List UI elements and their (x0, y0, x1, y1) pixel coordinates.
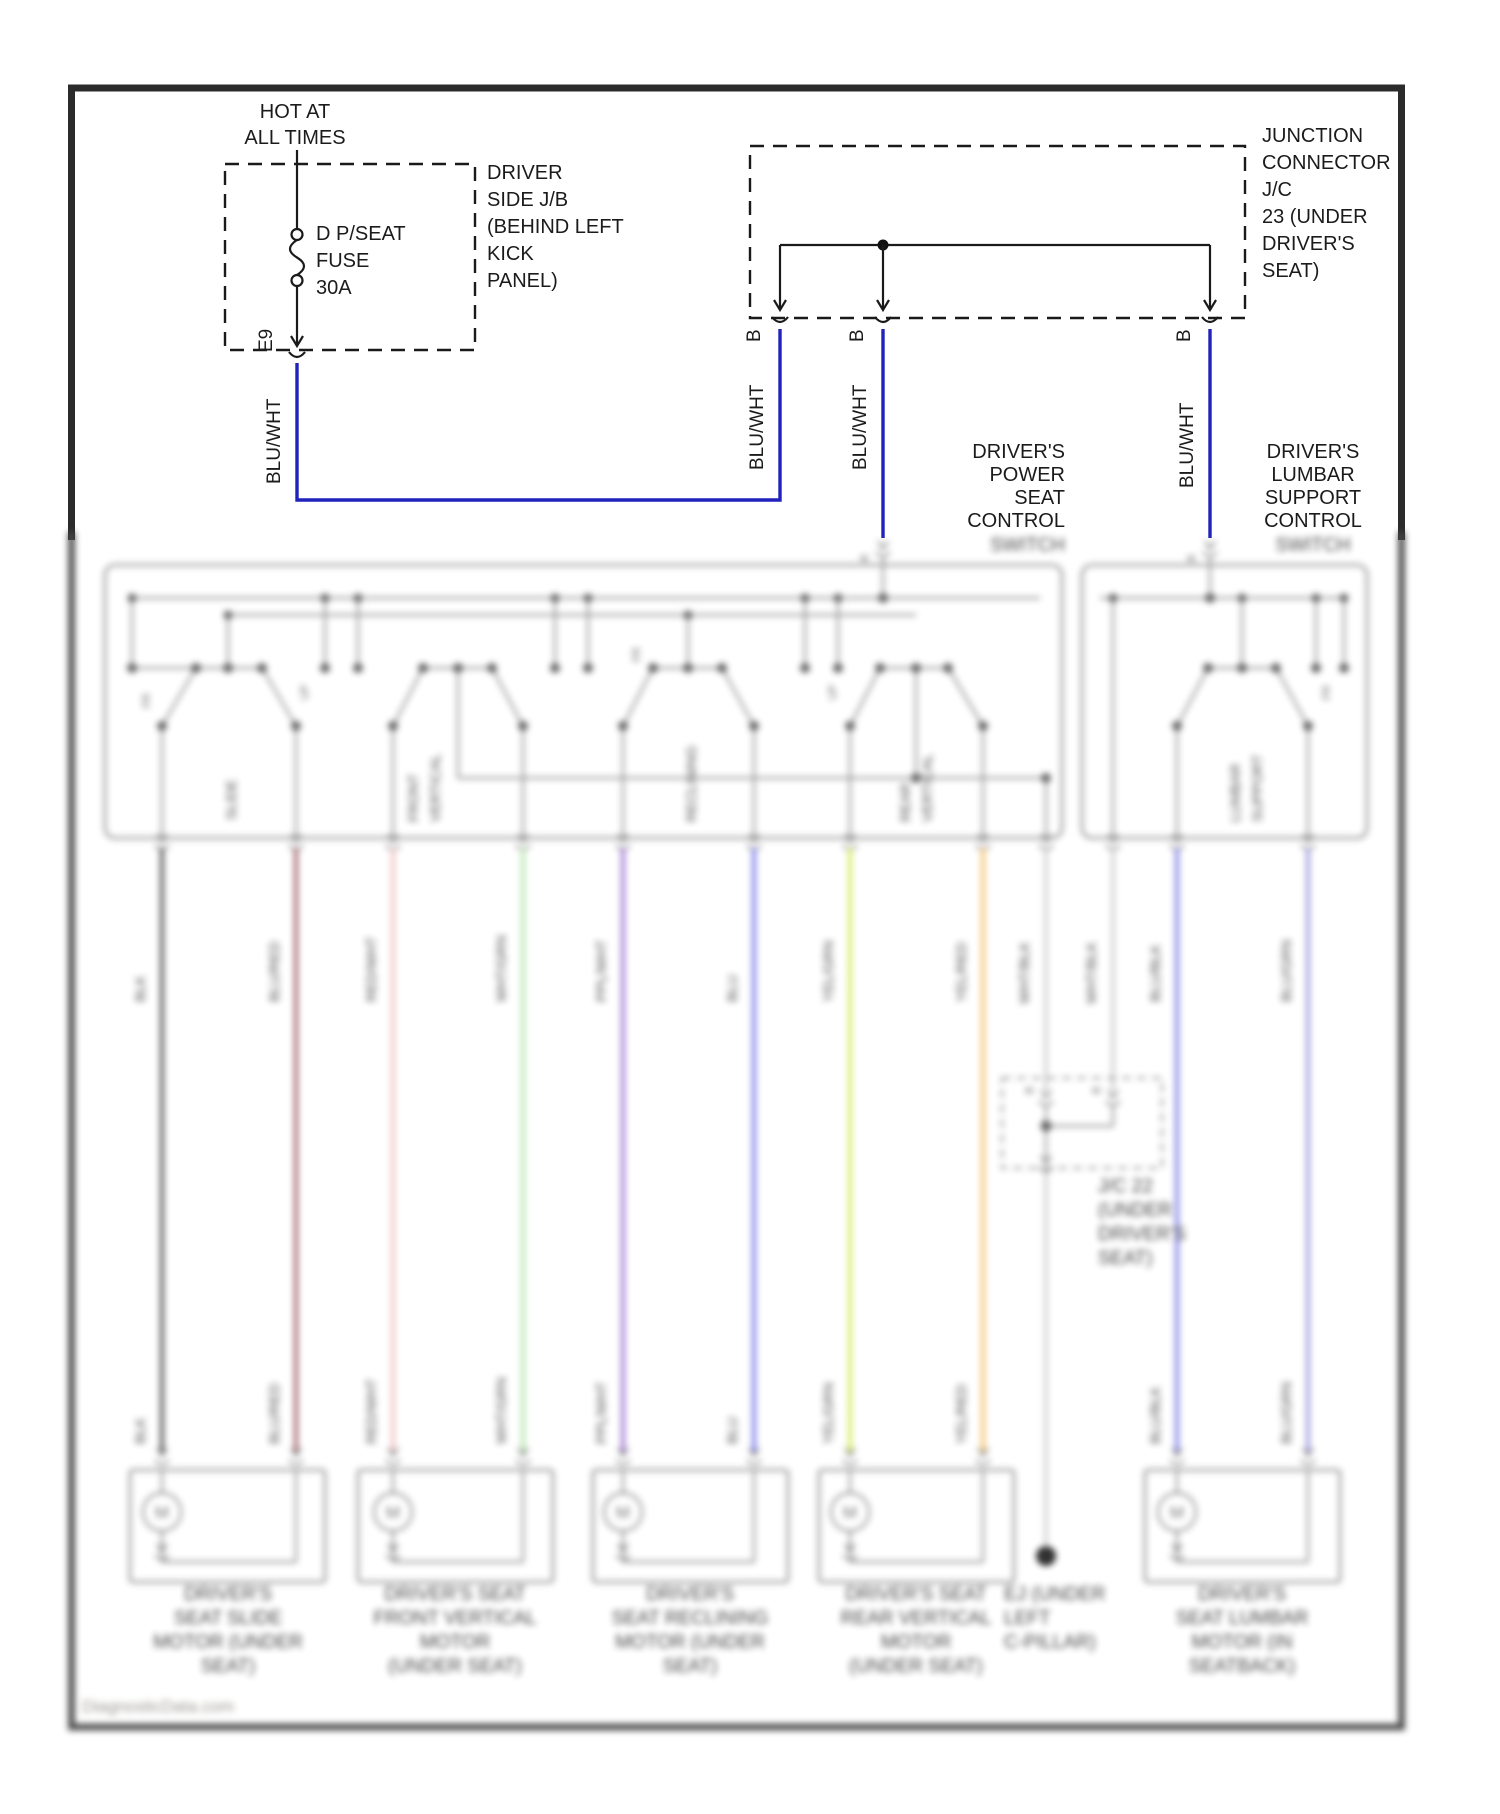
blurred-lower-section (68, 532, 1405, 1730)
pin-label-b2: B (847, 329, 868, 342)
svg-text:YEL/GRN: YEL/GRN (820, 940, 836, 1002)
fuse-label-line1: D P/SEAT (316, 223, 406, 245)
svg-text:LEFT: LEFT (1004, 1608, 1051, 1629)
svg-text:BLU/BLK: BLU/BLK (1147, 944, 1163, 1002)
svg-text:BLU/GRN: BLU/GRN (1278, 1381, 1294, 1444)
svg-text:BLK: BLK (132, 1417, 148, 1444)
svg-text:BLU/RED: BLU/RED (266, 941, 282, 1002)
motor-seat-slide (130, 1448, 325, 1677)
svg-text:YEL/RED: YEL/RED (953, 1384, 969, 1444)
svg-text:SEAT SLIDE: SEAT SLIDE (173, 1608, 283, 1629)
power-seat-switch-box (105, 556, 1062, 838)
svg-text:DRIVER: DRIVER (487, 162, 563, 184)
switch-unit-label-lumbar-support: SUPPORT (1249, 754, 1265, 822)
lumbar-switch-label-line5: SWITCH (1275, 535, 1351, 556)
svg-text:JUNCTION: JUNCTION (1262, 125, 1364, 147)
svg-text:UP: UP (299, 684, 311, 700)
svg-text:MOTOR (IN: MOTOR (IN (1191, 1632, 1293, 1653)
driver-side-jb-label (487, 162, 624, 292)
svg-text:SEAT: SEAT (1014, 487, 1065, 509)
svg-text:WHT/BLK: WHT/BLK (1083, 941, 1099, 1004)
svg-text:YEL/GRN: YEL/GRN (820, 1382, 836, 1444)
svg-text:(UNDER SEAT): (UNDER SEAT) (388, 1656, 522, 1677)
svg-text:BLU: BLU (724, 1416, 740, 1444)
switch-unit-label-front-vertical: VERTICAL (427, 753, 443, 822)
svg-text:WHT/BLK: WHT/BLK (1016, 941, 1032, 1004)
svg-text:POWER: POWER (989, 464, 1065, 486)
svg-text:LUMBAR: LUMBAR (1271, 464, 1355, 486)
svg-text:(BEHIND LEFT: (BEHIND LEFT (487, 216, 624, 238)
e9-connector (289, 352, 305, 357)
wire-labels-lower (132, 1377, 1294, 1444)
svg-text:DRIVER'S: DRIVER'S (1098, 1224, 1187, 1245)
svg-text:PPL/WHT: PPL/WHT (593, 1381, 609, 1444)
motor-symbol: M (154, 1503, 170, 1522)
svg-text:BLK: BLK (132, 975, 148, 1002)
svg-text:FR: FR (631, 647, 643, 662)
svg-text:FR: FR (1321, 685, 1333, 700)
svg-text:MOTOR (UNDER: MOTOR (UNDER (615, 1632, 765, 1653)
pin-label-e9: E9 (256, 328, 277, 352)
svg-text:SEAT RECLINING: SEAT RECLINING (611, 1608, 769, 1629)
bluwht-wire-feed (297, 329, 780, 500)
switch-unit-label-lumbar: LUMBAR (1227, 763, 1243, 822)
svg-text:DRIVER'S: DRIVER'S (972, 441, 1065, 463)
svg-text:DRIVER'S SEAT: DRIVER'S SEAT (384, 1584, 526, 1605)
motor-symbol: M (842, 1503, 858, 1522)
switch-unit-label-reclining: RECLINING (683, 745, 699, 822)
switch-pin-b-power: B (859, 554, 871, 562)
svg-text:DRIVER'S SEAT: DRIVER'S SEAT (845, 1584, 987, 1605)
wire-label-bluwht-1: BLU/WHT (264, 398, 285, 484)
switch-unit-label-rear-vertical: VERTICAL (919, 753, 935, 822)
svg-text:SEAT): SEAT) (1098, 1248, 1153, 1269)
svg-text:DRIVER'S: DRIVER'S (183, 1584, 273, 1605)
svg-text:DRIVER'S: DRIVER'S (1266, 441, 1360, 463)
svg-text:(UNDER SEAT): (UNDER SEAT) (849, 1656, 983, 1677)
top-section (72, 88, 1402, 540)
hot-at-label-line2: ALL TIMES (244, 127, 346, 149)
svg-text:J/C: J/C (1262, 179, 1292, 201)
svg-text:CONTROL: CONTROL (967, 510, 1065, 532)
svg-text:REAR VERTICAL: REAR VERTICAL (840, 1608, 992, 1629)
svg-text:PPL/WHT: PPL/WHT (593, 939, 609, 1002)
svg-text:DRIVER'S: DRIVER'S (1262, 233, 1355, 255)
svg-text:CONNECTOR: CONNECTOR (1262, 152, 1391, 174)
svg-text:MOTOR: MOTOR (880, 1632, 952, 1653)
svg-text:MOTOR: MOTOR (419, 1632, 491, 1653)
svg-text:PANEL): PANEL) (487, 270, 558, 292)
svg-text:UP: UP (827, 684, 839, 700)
lumbar-switch-label (1264, 441, 1362, 532)
svg-text:BLU/RED: BLU/RED (266, 1383, 282, 1444)
motor-front-vertical (358, 1448, 553, 1677)
pin-label-b1: B (744, 329, 765, 342)
fuse-label-line2: FUSE (316, 250, 370, 272)
fuse-symbol (290, 240, 304, 275)
junction-jc23-label (1262, 125, 1391, 282)
svg-text:BLU/GRN: BLU/GRN (1278, 939, 1294, 1002)
motor-rear-vertical (819, 1448, 1014, 1677)
svg-text:DRIVER'S: DRIVER'S (645, 1584, 735, 1605)
svg-text:23 (UNDER: 23 (UNDER (1262, 206, 1368, 228)
lumbar-switch-box (1082, 556, 1367, 838)
svg-text:RED/WHT: RED/WHT (363, 936, 379, 1002)
svg-text:YEL/RED: YEL/RED (953, 942, 969, 1002)
svg-text:KICK: KICK (487, 243, 534, 265)
wire-label-bluwht-4: BLU/WHT (1177, 402, 1198, 488)
wire-label-bluwht-2: BLU/WHT (747, 384, 768, 470)
svg-text:SEATBACK): SEATBACK) (1188, 1656, 1296, 1677)
ground-point-ej (1004, 1544, 1105, 1653)
motor-lumbar (1145, 1448, 1340, 1677)
svg-text:J/C 22: J/C 22 (1098, 1176, 1153, 1197)
switch-unit-label-rear: REAR (897, 783, 913, 822)
junction-connector-jc23 (744, 146, 1245, 342)
svg-text:(UNDER: (UNDER (1098, 1200, 1172, 1221)
motor-reclining (593, 1448, 788, 1677)
svg-text:RED/WHT: RED/WHT (363, 1378, 379, 1444)
svg-text:BLU/BLK: BLU/BLK (1147, 1386, 1163, 1444)
svg-text:WHT/GRN: WHT/GRN (493, 1377, 509, 1444)
jc22-junction-dot (1041, 1121, 1052, 1132)
power-seat-switch-label (967, 441, 1065, 532)
wire-labels-upper (132, 935, 1294, 1004)
motor-symbol: M (385, 1503, 401, 1522)
hot-at-label-line1: HOT AT (259, 101, 331, 123)
svg-text:SEAT LUMBAR: SEAT LUMBAR (1175, 1608, 1309, 1629)
wire-label-bluwht-3: BLU/WHT (850, 384, 871, 470)
svg-text:B: B (1024, 1086, 1036, 1094)
svg-text:FR: FR (141, 693, 153, 708)
switch-pin-b-lumbar: B (1186, 554, 1198, 562)
pin-label-b3: B (1174, 329, 1195, 342)
svg-text:BLU: BLU (724, 974, 740, 1002)
svg-text:CONTROL: CONTROL (1264, 510, 1362, 532)
svg-text:B: B (1091, 1086, 1103, 1094)
svg-text:SEAT): SEAT) (662, 1656, 718, 1677)
svg-text:SIDE J/B: SIDE J/B (487, 189, 569, 211)
switch-unit-label-front: FRONT (405, 773, 421, 822)
switch-exit-connectors (155, 834, 1315, 850)
switch-unit-label-slide: SLIDE (223, 779, 239, 820)
junction-connector-jc22 (1002, 1078, 1186, 1269)
power-seat-switch-label-line5: SWITCH (990, 535, 1065, 556)
watermark: DiagnosticData.com (82, 1697, 235, 1716)
svg-text:EJ (UNDER: EJ (UNDER (1004, 1584, 1106, 1605)
svg-text:DRIVER'S: DRIVER'S (1197, 1584, 1287, 1605)
fuse-label-line3: 30A (316, 277, 352, 299)
motor-symbol: M (1169, 1503, 1185, 1522)
svg-text:WHT/GRN: WHT/GRN (493, 935, 509, 1002)
svg-text:SEAT): SEAT) (200, 1656, 256, 1677)
svg-text:MOTOR (UNDER: MOTOR (UNDER (153, 1632, 303, 1653)
svg-text:FRONT VERTICAL: FRONT VERTICAL (373, 1608, 537, 1629)
svg-text:C-PILLAR): C-PILLAR) (1004, 1632, 1096, 1653)
motor-symbol: M (615, 1503, 631, 1522)
driver-side-jb-box (225, 150, 475, 357)
svg-text:SEAT): SEAT) (1262, 260, 1320, 282)
motor-wires (162, 848, 1308, 1452)
ground-dot (1036, 1546, 1056, 1566)
svg-text:SUPPORT: SUPPORT (1264, 487, 1362, 509)
